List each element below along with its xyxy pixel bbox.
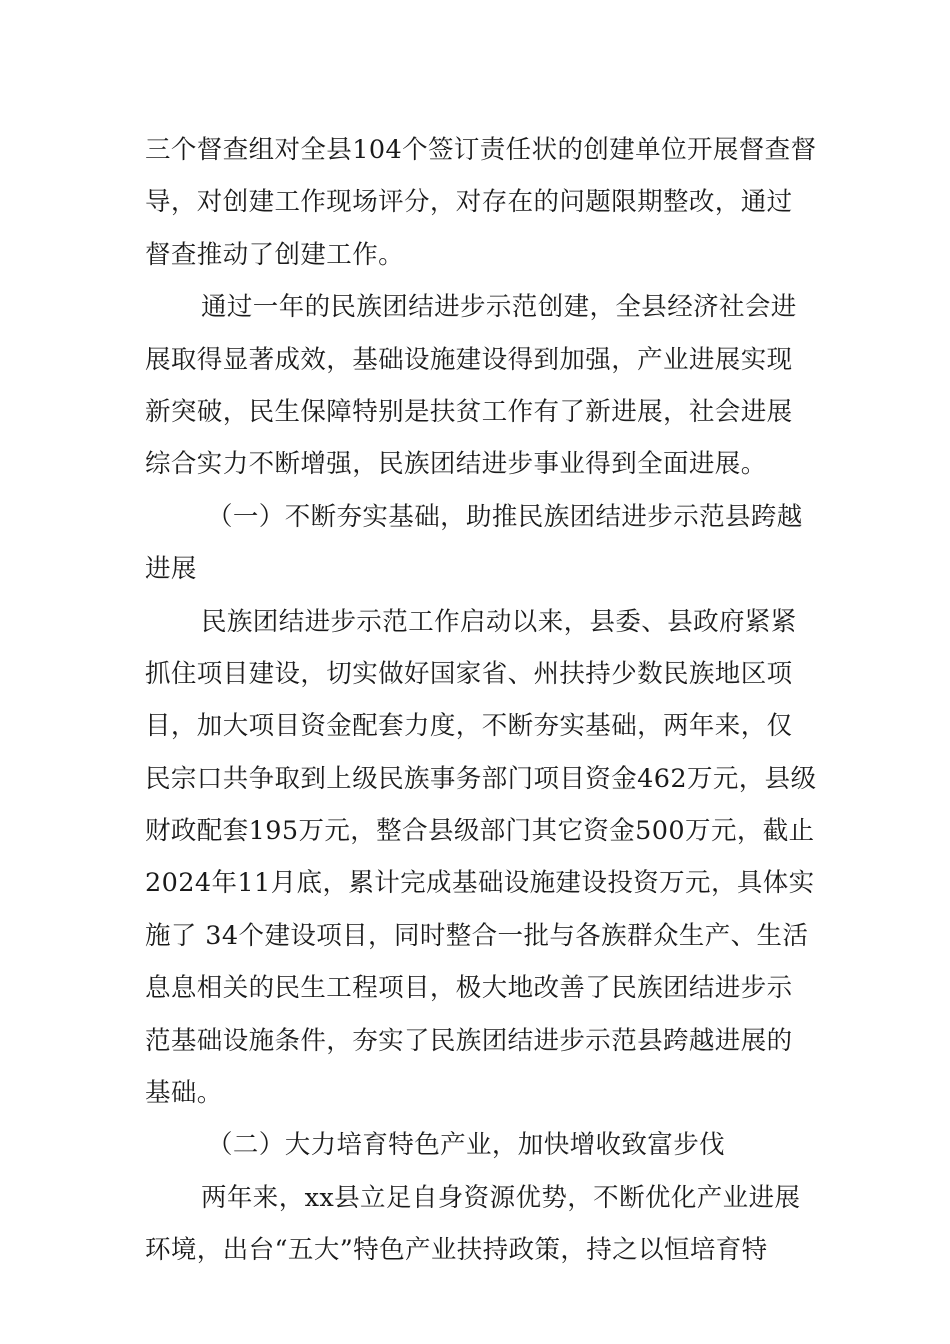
text-line: 基础。 <box>145 1078 223 1109</box>
text-line: 息息相关的民生工程项目，极大地改善了民族团结进步示 <box>145 973 793 1004</box>
paragraph-start-line: 民族团结进步示范工作启动以来，县委、县政府紧紧 <box>201 606 797 637</box>
text-line: 导，对创建工作现场评分，对存在的问题限期整改，通过 <box>145 187 793 218</box>
text-line: 三个督查组对全县104个签订责任状的创建单位开展督查督 <box>145 135 817 165</box>
text-line: 民宗口共争取到上级民族事务部门项目资金462万元，县级 <box>145 763 817 794</box>
text-line: 环境，出台“五大”特色产业扶持政策，持之以恒培育特 <box>145 1235 768 1266</box>
text-line: 综合实力不断增强，民族团结进步事业得到全面进展。 <box>145 449 767 480</box>
document-body <box>145 124 817 1277</box>
text-line: 展取得显著成效，基础设施建设得到加强，产业进展实现 <box>145 344 793 375</box>
text-line: 施了 34个建设项目，同时整合一批与各族群众生产、生活 <box>145 920 809 951</box>
text-line: 目，加大项目资金配套力度，不断夯实基础，两年来，仅 <box>145 711 793 742</box>
section-heading-2: （二）大力培育特色产业，加快增收致富步伐 <box>207 1130 726 1161</box>
paragraph-start-line: 通过一年的民族团结进步示范创建，全县经济社会进 <box>201 292 797 323</box>
text-line: 财政配套195万元，整合县级部门其它资金500万元，截止 <box>145 816 815 847</box>
section-heading-1-continued: 进展 <box>145 554 197 585</box>
paragraph-start-line: 两年来，xx县立足自身资源优势，不断优化产业进展 <box>201 1182 801 1213</box>
text-line: 范基础设施条件，夯实了民族团结进步示范县跨越进展的 <box>145 1025 793 1056</box>
text-line: 新突破，民生保障特别是扶贫工作有了新进展，社会进展 <box>145 396 793 427</box>
section-heading-1: （一）不断夯实基础，助推民族团结进步示范县跨越 <box>207 501 803 532</box>
text-line: 2024年11月底，累计完成基础设施建设投资万元，具体实 <box>145 868 815 899</box>
text-line: 督查推动了创建工作。 <box>145 239 405 270</box>
text-line: 抓住项目建设，切实做好国家省、州扶持少数民族地区项 <box>145 658 793 689</box>
